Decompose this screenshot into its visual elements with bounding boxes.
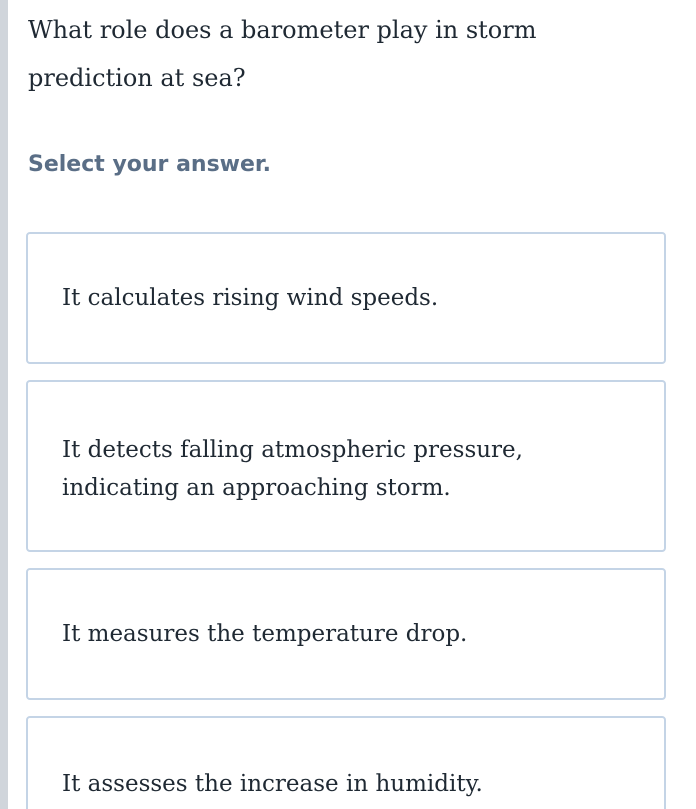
question-text: What role does a barometer play in storm prediction at sea? <box>28 16 537 92</box>
instruction-text: Select your answer. <box>28 152 271 177</box>
answer-option-label: It detects falling atmospheric pressure, indicating an approaching storm. <box>62 437 523 501</box>
answer-option-2[interactable] <box>26 380 666 552</box>
answer-option-4[interactable] <box>26 716 666 809</box>
left-divider <box>0 0 8 809</box>
answer-option-label: It measures the temperature drop. <box>62 621 468 647</box>
answer-option-1[interactable] <box>26 232 666 364</box>
answer-option-label: It assesses the increase in humidity. <box>62 771 483 797</box>
answer-option-label: It calculates rising wind speeds. <box>62 285 439 311</box>
answer-option-3[interactable] <box>26 568 666 700</box>
